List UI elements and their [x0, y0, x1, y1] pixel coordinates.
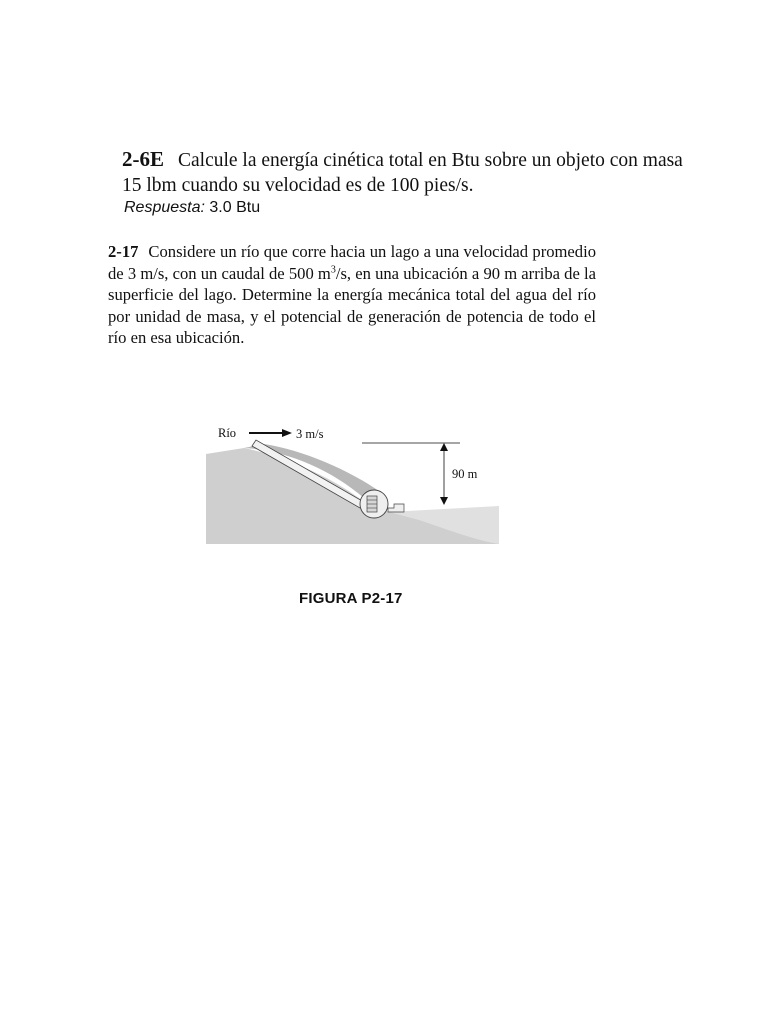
velocity-arrow [249, 429, 292, 437]
superscript: 3 [330, 263, 336, 275]
answer-label: Respuesta: [124, 199, 205, 216]
answer [124, 199, 260, 217]
problem-text: Calcule la energía cinética total en Btu sobre un objeto con masa 15 lbm cuando su velocidad es de 100 pies/s. [122, 150, 683, 196]
problem-number: 2-6E [122, 147, 164, 171]
river-figure [204, 420, 504, 546]
problem-number: 2-17 [108, 242, 139, 261]
river-label: Río [218, 426, 237, 440]
problem-text-part1: Considere un río que corre hacia un lago a una velocidad promedio de 3 m/s, con un caudal de 500 m [108, 242, 596, 283]
problem-2-6E [122, 147, 702, 198]
figure-caption: FIGURA P2-17 [299, 590, 403, 607]
outlet [388, 504, 404, 512]
velocity-label: 3 m/s [296, 427, 324, 441]
problem-text-part2: /s, en una ubicación a 90 m arriba de la superficie del lago. Determine la energía mecánica total del agua del río por unidad de masa, y el potencial de generación de potencia de todo el río en esa ubicación. [108, 263, 596, 347]
height-label: 90 m [452, 467, 478, 481]
problem-2-17 [108, 241, 596, 349]
answer-value: 3.0 Btu [209, 199, 261, 216]
